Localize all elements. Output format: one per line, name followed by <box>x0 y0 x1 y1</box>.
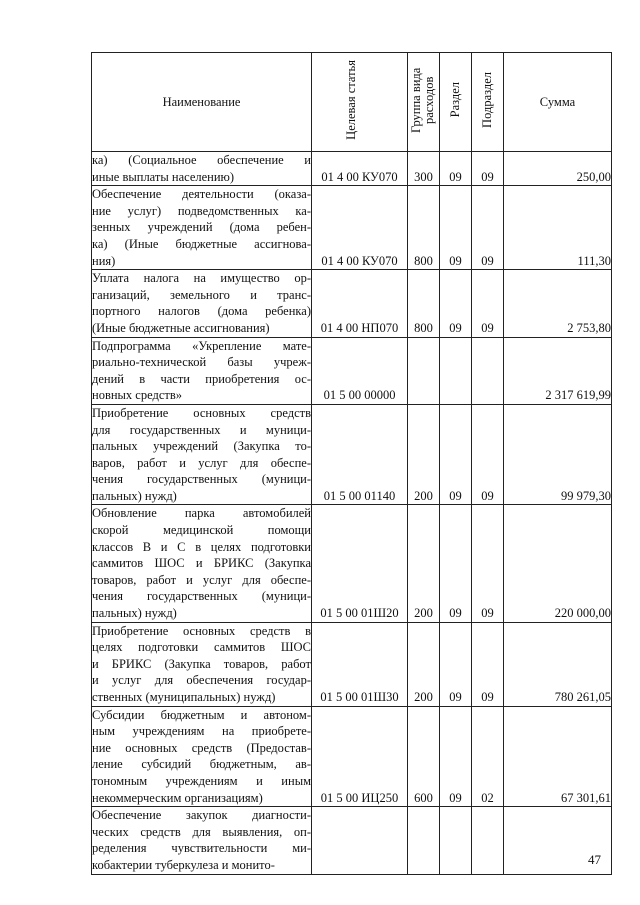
header-name: Наименование <box>92 53 312 152</box>
row-section <box>440 337 472 404</box>
row-section: 09 <box>440 270 472 337</box>
row-section: 09 <box>440 622 472 706</box>
row-name-line: товаров, работ и услуг для обеспе- <box>92 572 311 587</box>
row-section: 09 <box>440 152 472 186</box>
row-section: 09 <box>440 404 472 505</box>
row-target: 01 4 00 КУ070 <box>312 186 408 270</box>
row-section: 09 <box>440 706 472 807</box>
row-name-line: и БРИКС (Закупка товаров, работ <box>92 656 311 671</box>
row-subsection <box>472 807 504 874</box>
row-name-line: ление субсидий бюджетным, ав- <box>92 757 311 772</box>
row-sum: 67 301,61 <box>504 706 612 807</box>
row-target: 01 4 00 НП070 <box>312 270 408 337</box>
row-name <box>92 807 312 874</box>
table-row <box>92 505 612 622</box>
row-name-line: зенных учреждений (дома ребен- <box>92 220 311 235</box>
row-sum: 220 000,00 <box>504 505 612 622</box>
row-sum: 111,30 <box>504 186 612 270</box>
table-row <box>92 337 612 404</box>
row-name-line: ганизаций, земельного и транс- <box>92 287 311 302</box>
row-name <box>92 270 312 337</box>
row-subsection: 09 <box>472 622 504 706</box>
row-target <box>312 807 408 874</box>
row-subsection: 09 <box>472 404 504 505</box>
table-row <box>92 622 612 706</box>
row-name-line: пальных) нужд) <box>92 606 177 621</box>
row-name-line: варов, работ и услуг для обеспе- <box>92 455 311 470</box>
row-name-line: ственных (муниципальных) нужд) <box>92 690 276 704</box>
row-name-line: Приобретение основных средств <box>92 405 311 420</box>
header-group-label: Группа вида расходов <box>408 67 436 133</box>
row-section: 09 <box>440 186 472 270</box>
row-name-line: пальных учреждений (Закупка то- <box>92 439 311 454</box>
row-name-line: (Иные бюджетные ассигнования) <box>92 320 270 335</box>
table-header-row <box>92 53 612 152</box>
table-row <box>92 186 612 270</box>
row-name-line: и услуг для обеспечения государ- <box>92 673 311 688</box>
row-name-line: Подпрограмма «Укрепление мате- <box>92 338 311 353</box>
row-name-line: ка) (Социальное обеспечение и <box>92 153 311 167</box>
row-name-line: скорой медицинской помощи <box>92 523 311 538</box>
row-name-line: классов В и С в целях подготовки <box>92 539 311 554</box>
row-name-line: кобактерии туберкулеза и монито- <box>92 857 275 872</box>
budget-table <box>91 52 612 875</box>
row-name-line: Уплата налога на имущество ор- <box>92 271 311 286</box>
row-sum: 2 317 619,99 <box>504 337 612 404</box>
header-target-label: Целевая статья <box>343 60 358 140</box>
row-group: 300 <box>408 152 440 186</box>
row-target: 01 5 00 01Ш20 <box>312 505 408 622</box>
header-subsection <box>472 53 504 152</box>
table-row <box>92 152 612 186</box>
row-name-line: для государственных и муници- <box>92 422 311 437</box>
row-name-line: Приобретение основных средств в <box>92 623 311 638</box>
row-subsection <box>472 337 504 404</box>
row-name-line: ние услуг) подведомственных ка- <box>92 203 311 218</box>
row-name-line: Обеспечение закупок диагности- <box>92 808 311 823</box>
row-name <box>92 505 312 622</box>
row-name-line: тономным учреждениям и иным <box>92 773 311 788</box>
row-subsection: 09 <box>472 152 504 186</box>
row-group: 800 <box>408 186 440 270</box>
table-body <box>92 152 612 875</box>
header-section-label: Раздел <box>447 82 462 118</box>
row-group <box>408 337 440 404</box>
row-section: 09 <box>440 505 472 622</box>
row-name-line: пальных) нужд) <box>92 488 177 503</box>
row-subsection: 09 <box>472 505 504 622</box>
row-group: 800 <box>408 270 440 337</box>
row-name-line: чения государственных (муници- <box>92 472 311 487</box>
row-name-line: чения государственных (муници- <box>92 589 311 604</box>
row-name-line: дений в части приобретения ос- <box>92 371 311 386</box>
row-target: 01 4 00 КУ070 <box>312 152 408 186</box>
header-subsection-label: Подраздел <box>479 72 494 128</box>
row-group <box>408 807 440 874</box>
row-target: 01 5 00 01140 <box>312 404 408 505</box>
row-target: 01 5 00 01Ш30 <box>312 622 408 706</box>
row-name <box>92 337 312 404</box>
row-name-line: ческих средств для выявления, оп- <box>92 824 311 839</box>
row-name-line: саммитов ШОС и БРИКС (Закупка <box>92 556 311 571</box>
row-name-line: Обновление парка автомобилей <box>92 506 311 521</box>
row-subsection: 09 <box>472 270 504 337</box>
row-sum: 780 261,05 <box>504 622 612 706</box>
row-sum: 99 979,30 <box>504 404 612 505</box>
row-name-line: целях подготовки саммитов ШОС <box>92 640 311 655</box>
header-target <box>312 53 408 152</box>
header-section <box>440 53 472 152</box>
row-target: 01 5 00 00000 <box>312 337 408 404</box>
row-section <box>440 807 472 874</box>
row-subsection: 02 <box>472 706 504 807</box>
row-name-line: Обеспечение деятельности (оказа- <box>92 187 311 202</box>
row-name <box>92 622 312 706</box>
table-row <box>92 706 612 807</box>
row-name-line: портного налогов (дома ребенка) <box>92 304 311 319</box>
row-target: 01 5 00 ИЦ250 <box>312 706 408 807</box>
row-sum: 2 753,80 <box>504 270 612 337</box>
row-name <box>92 706 312 807</box>
header-sum: Сумма <box>504 53 612 152</box>
row-name-line: ка) (Иные бюджетные ассигнова- <box>92 236 311 251</box>
row-name-line: иные выплаты населению) <box>92 169 235 184</box>
header-group <box>408 53 440 152</box>
row-name-line: некоммерческим организациям) <box>92 790 263 805</box>
row-name <box>92 404 312 505</box>
row-name-line: ределения чувствительности ми- <box>92 841 311 856</box>
table-row <box>92 404 612 505</box>
row-group: 200 <box>408 622 440 706</box>
row-name-line: Субсидии бюджетным и автоном- <box>92 707 311 722</box>
page-number: 47 <box>588 852 601 867</box>
row-name-line: новных средств» <box>92 388 183 403</box>
row-sum: 250,00 <box>504 152 612 186</box>
row-subsection: 09 <box>472 186 504 270</box>
row-group: 600 <box>408 706 440 807</box>
table-row <box>92 807 612 874</box>
row-name-line: ным учреждениям на приобрете- <box>92 724 311 739</box>
row-group: 200 <box>408 404 440 505</box>
row-name <box>92 152 312 186</box>
row-group: 200 <box>408 505 440 622</box>
row-name <box>92 186 312 270</box>
row-name-line: риально-технической базы учреж- <box>92 355 311 370</box>
row-name-line: ние основных средств (Предостав- <box>92 740 311 755</box>
table-row <box>92 270 612 337</box>
row-name-line: ния) <box>92 253 116 268</box>
